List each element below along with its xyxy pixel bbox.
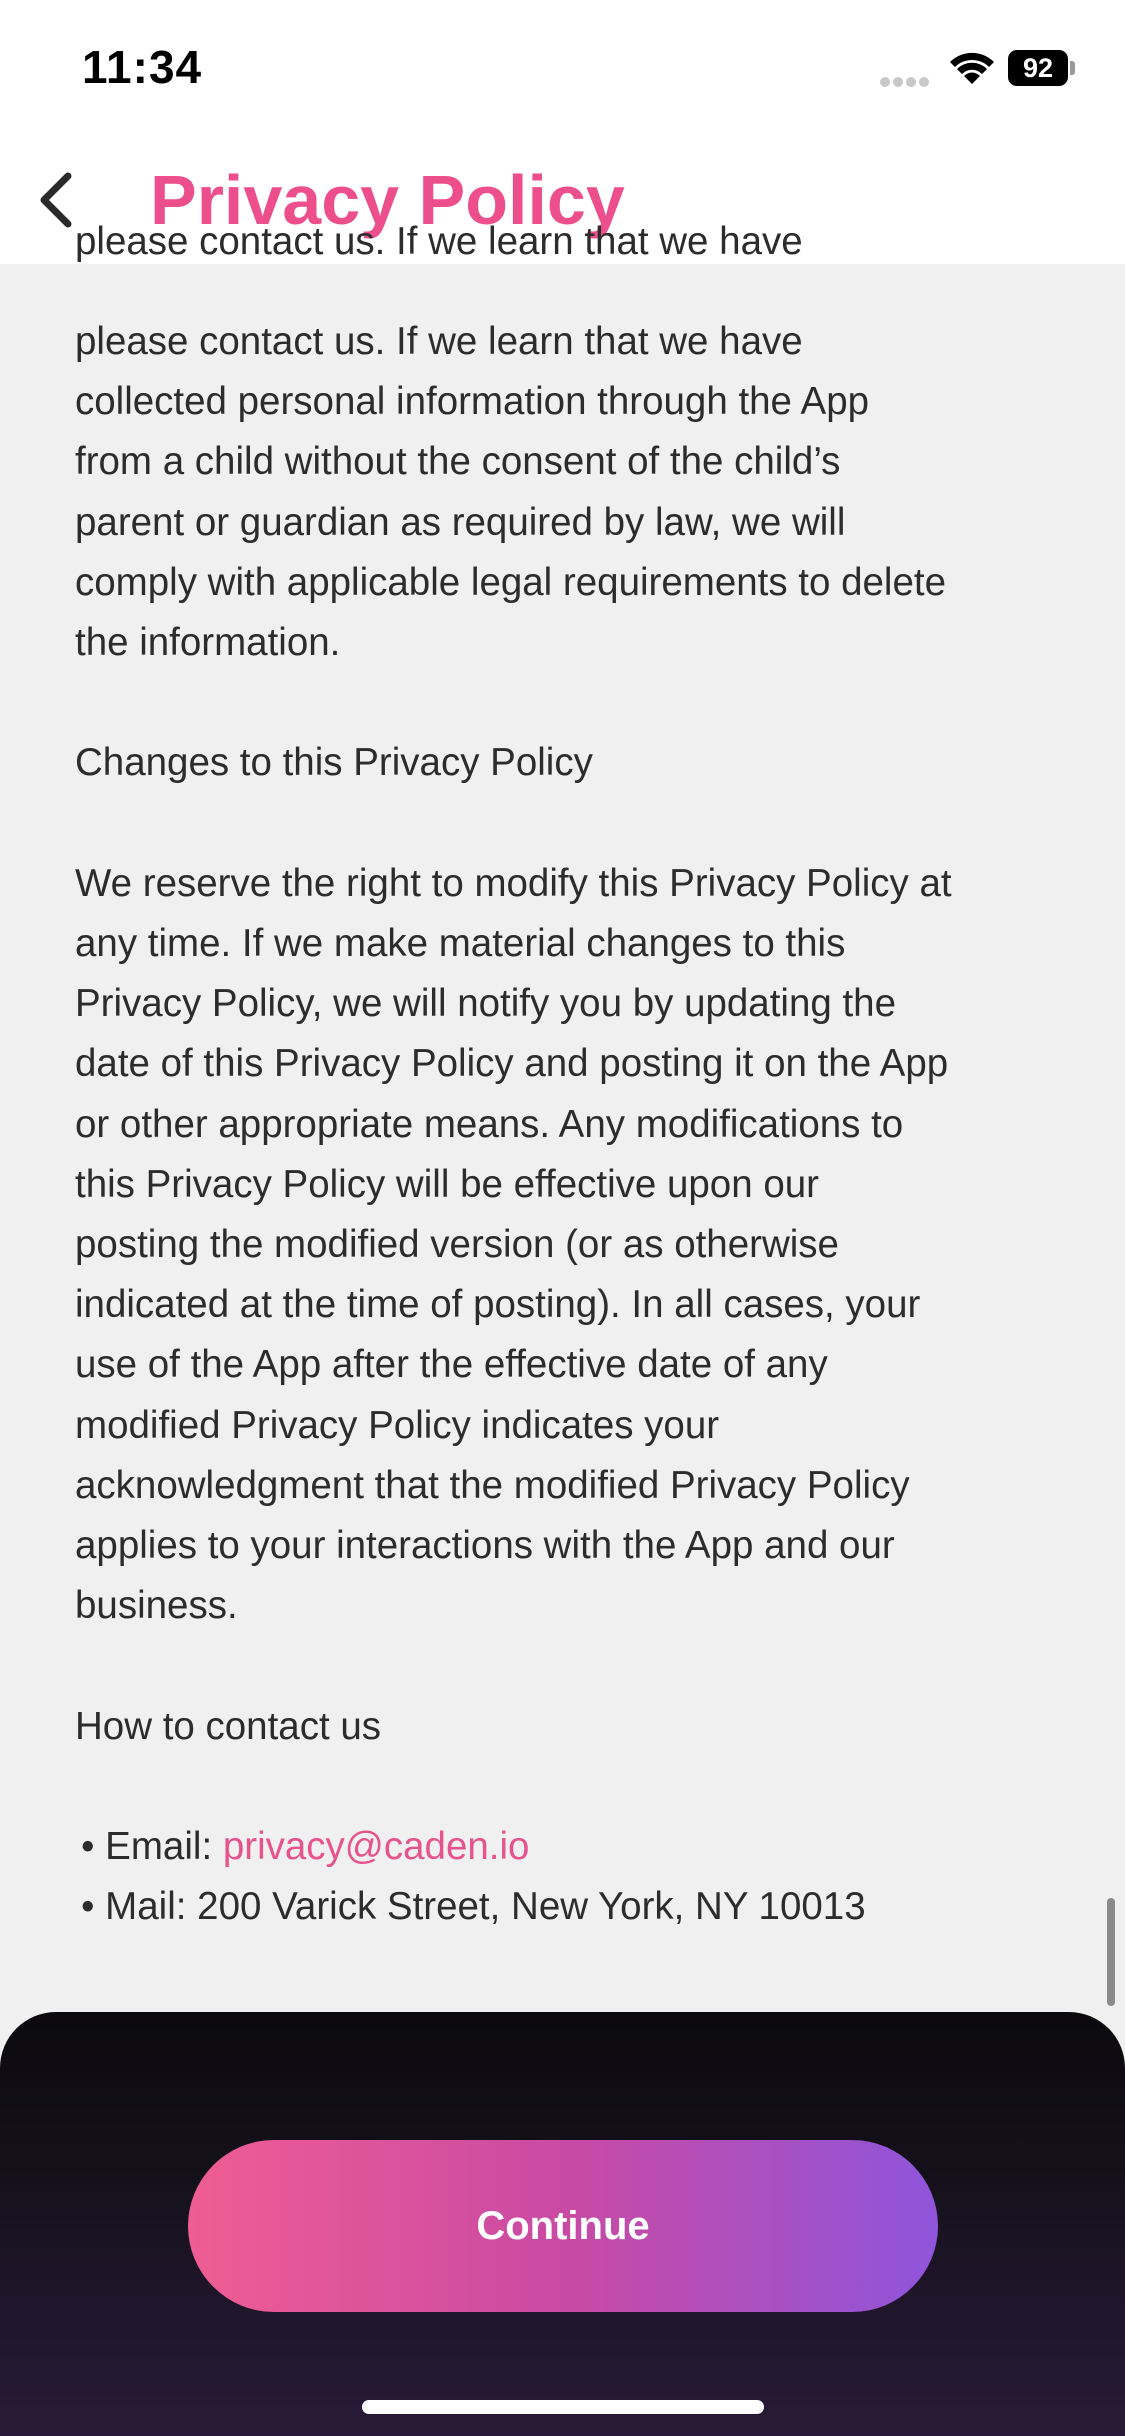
text-line: the information. [75, 621, 341, 665]
home-indicator[interactable] [362, 2400, 764, 2414]
battery-icon: 92 [1008, 50, 1068, 86]
text-line: any time. If we make material changes to this [75, 922, 846, 965]
status-time: 11:34 [82, 41, 203, 93]
battery-tip [1070, 61, 1075, 75]
text-line: collected personal information through the App [75, 380, 870, 424]
mail-address: 200 Varick Street, New York, NY 10013 [197, 1885, 866, 1929]
changes-paragraph [75, 854, 1035, 1637]
text-line: We reserve the right to modify this Privacy Policy at [75, 861, 952, 905]
text-line: comply with applicable legal requirements to delete [75, 560, 947, 604]
continue-button[interactable]: Continue [188, 2140, 938, 2312]
text-line: please contact us. If we learn that we have [75, 320, 803, 363]
cellular-signal-icon [880, 74, 932, 86]
scrollbar[interactable] [1107, 1898, 1115, 2006]
mail-label: • Mail: [81, 1885, 198, 1929]
text-line: business. [75, 1584, 238, 1628]
text-line: from a child without the consent of the child’s [75, 440, 841, 484]
text-line: use of the App after the effective date of any [75, 1343, 828, 1387]
text-line: date of this Privacy Policy and posting it on the App [75, 1042, 949, 1086]
text-line: this Privacy Policy will be effective upon our [75, 1162, 819, 1206]
email-label: • Email: [81, 1825, 223, 1869]
email-link[interactable]: privacy@caden.io [222, 1825, 530, 1869]
spacer [75, 673, 1035, 733]
text-line: parent or guardian as required by law, we will [75, 500, 846, 544]
policy-content[interactable] [75, 220, 1035, 2014]
page-title: Privacy Policy [150, 161, 625, 239]
text-line: indicated at the time of posting). In all cases, your [75, 1283, 921, 1327]
intro-paragraph [75, 312, 1035, 673]
text-line: posting the modified version (or as otherwise [75, 1223, 839, 1267]
text-line: or other appropriate means. Any modifications to [75, 1102, 904, 1146]
changes-heading: Changes to this Privacy Policy [75, 741, 593, 785]
spacer [75, 1757, 1035, 1817]
spacer [75, 794, 1035, 854]
text-line: Privacy Policy, we will notify you by updating the [75, 982, 897, 1026]
spacer [75, 1636, 1035, 1696]
wifi-icon [948, 48, 996, 88]
contact-heading: How to contact us [75, 1704, 382, 1748]
bottom-panel [0, 2012, 1125, 2436]
clipped-text-line: please contact us. If we learn that we have [75, 220, 803, 263]
status-bar [0, 0, 1125, 140]
contact-email-row [75, 1817, 1035, 1877]
text-line: modified Privacy Policy indicates your [75, 1403, 720, 1447]
text-line: acknowledgment that the modified Privacy Policy [75, 1463, 910, 1507]
text-line: applies to your interactions with the App and our [75, 1524, 895, 1568]
contact-mail-row [75, 1877, 1035, 1937]
